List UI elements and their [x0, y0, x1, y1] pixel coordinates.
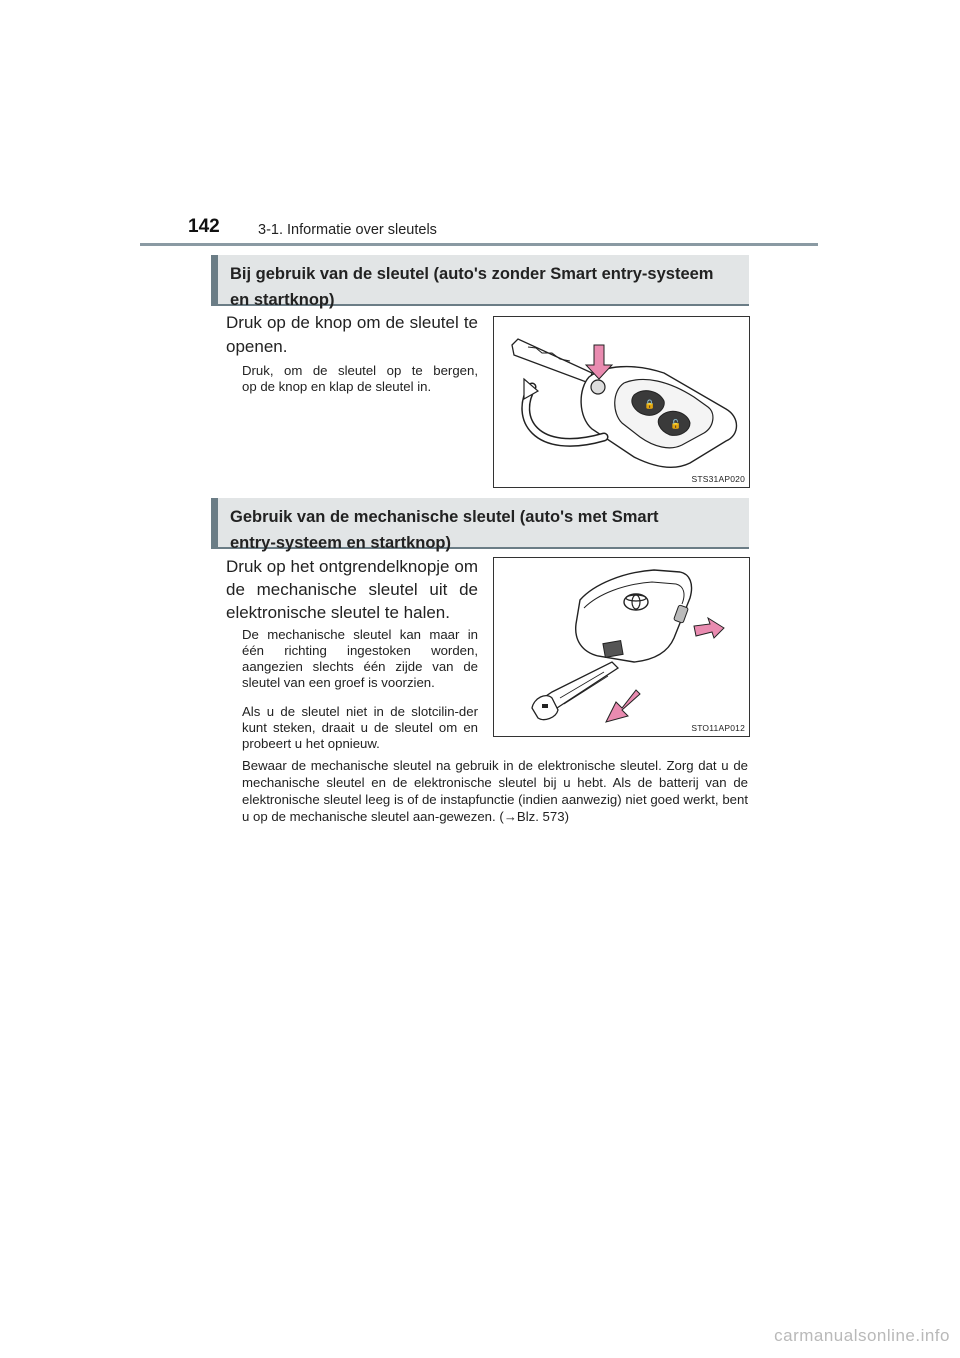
note-turn-key: Als u de sleutel niet in de slotcilin-der kunt steken, draait u de sleutel om en probeert u het opnieuw. — [242, 704, 478, 751]
text-line: op de knop en klap de sleutel in. — [242, 379, 432, 394]
figure-code: STO11AP012 — [691, 723, 745, 733]
page-reference-link[interactable]: Blz. 573 — [516, 809, 565, 824]
heading-line: Bij gebruik van de sleutel (auto's zonder Smart entry-systeem — [230, 265, 714, 283]
lock-icon: 🔒 — [644, 400, 656, 410]
section-heading-key-without-smart-entry — [211, 255, 749, 309]
section-label: 3-1. Informatie over sleutels — [258, 222, 437, 238]
note-key-direction: De mechanische sleutel kan maar in één richting ingestoken worden, aangezien slechts één zijde van de sleutel van een groef is voorzien. — [242, 627, 478, 690]
key-hole — [542, 704, 548, 708]
header-rule — [140, 243, 818, 246]
key-slot — [603, 641, 623, 658]
key-blade — [512, 339, 592, 383]
pull-arrow-icon — [606, 690, 640, 722]
text-line: Druk op de knop om de sleutel te — [226, 313, 478, 332]
text-line: openen. — [226, 337, 288, 356]
heading-line: Gebruik van de mechanische sleutel (auto's met Smart — [230, 508, 659, 526]
text-line: Druk op het ontgrendelknopje om — [226, 557, 478, 576]
heading-line: entry-systeem en startknop) — [230, 534, 451, 552]
instruction-open-key — [226, 311, 478, 359]
arrow-icon: → — [503, 809, 517, 824]
note-fold-key — [242, 363, 478, 395]
figure-flip-key — [493, 316, 750, 488]
page-number: 142 — [188, 216, 220, 237]
note-text-end: ) — [564, 809, 569, 824]
note-store-mechanical-key — [242, 757, 748, 825]
note-text: Bewaar de mechanische sleutel na gebruik in de elektronische sleutel. Zorg dat u de mechanische sleutel en de elektronische sleutel bij u hebt. Als de batterij van de elektronische sleutel leeg is of de instapfunctie (indien aanwezig) niet goed werkt, bent u op de mechanische sleutel aan-gewezen. ( — [242, 758, 748, 824]
instruction-remove-mechanical-key — [226, 555, 478, 624]
text-line: Druk, om de sleutel op te bergen, — [242, 363, 478, 378]
section-heading-mechanical-key — [211, 498, 749, 552]
smart-key-illustration — [494, 558, 749, 736]
heading-line: en startknop) — [230, 291, 335, 309]
watermark: carmanualsonline.info — [774, 1326, 950, 1345]
release-button — [591, 380, 605, 394]
figure-smart-key — [493, 557, 750, 737]
flip-key-illustration — [494, 317, 749, 487]
unlock-icon: 🔓 — [670, 420, 682, 430]
press-arrow-icon — [694, 618, 724, 638]
text-line: de mechanische sleutel uit de — [226, 580, 478, 599]
text-line: elektronische sleutel te halen. — [226, 603, 450, 622]
figure-code: STS31AP020 — [691, 474, 745, 484]
